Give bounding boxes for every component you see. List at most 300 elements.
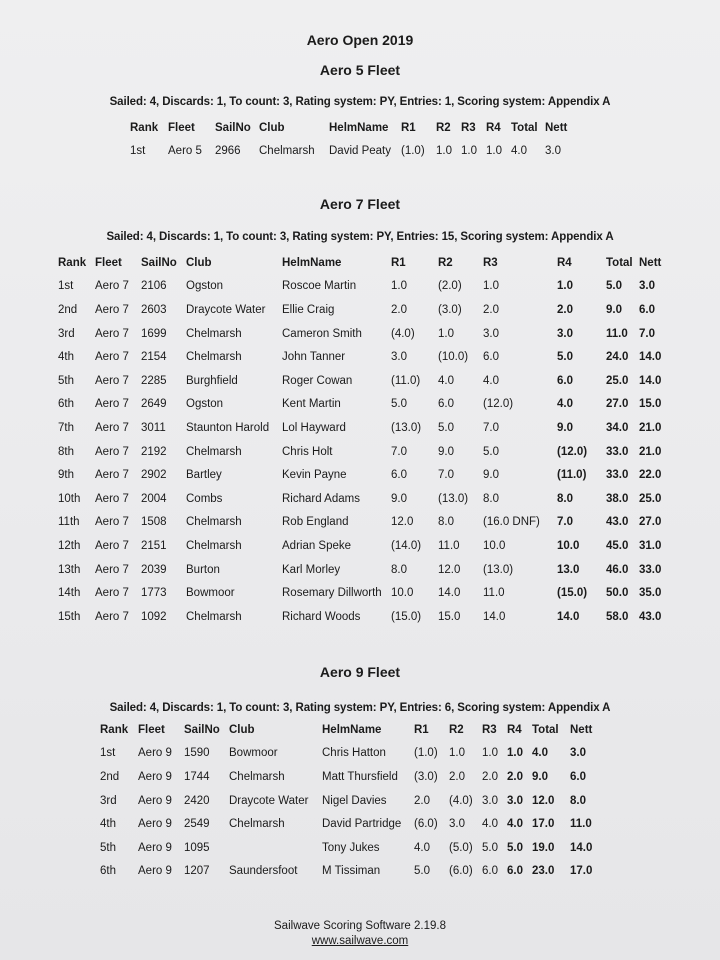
cell-r3: 1.0 bbox=[482, 747, 498, 760]
cell-rank: 14th bbox=[58, 587, 81, 600]
cell-r3: 5.0 bbox=[482, 841, 498, 854]
cell-r3: 1.0 bbox=[461, 145, 477, 158]
cell-helmname: Richard Woods bbox=[282, 610, 361, 623]
cell-r2: 1.0 bbox=[449, 747, 465, 760]
cell-rank: 1st bbox=[130, 145, 146, 158]
cell-r4: 5.0 bbox=[557, 351, 573, 364]
cell-sailno: 2154 bbox=[141, 351, 167, 364]
cell-sailno: 1590 bbox=[184, 747, 210, 760]
cell-r4: 14.0 bbox=[557, 610, 580, 623]
cell-fleet: Aero 9 bbox=[138, 794, 172, 807]
cell-r1: 6.0 bbox=[391, 469, 407, 482]
cell-sailno: 1773 bbox=[141, 587, 167, 600]
cell-total: 34.0 bbox=[606, 421, 629, 434]
cell-r3: 3.0 bbox=[482, 794, 498, 807]
cell-fleet: Aero 9 bbox=[138, 818, 172, 831]
cell-r3: 2.0 bbox=[483, 303, 499, 316]
cell-sailno: 1699 bbox=[141, 327, 167, 340]
column-header-sailno: SailNo bbox=[184, 723, 220, 736]
cell-r4: 6.0 bbox=[557, 374, 573, 387]
cell-total: 9.0 bbox=[606, 303, 622, 316]
cell-r4: 8.0 bbox=[557, 492, 573, 505]
cell-nett: 43.0 bbox=[639, 610, 662, 623]
cell-sailno: 2192 bbox=[141, 445, 167, 458]
column-header-fleet: Fleet bbox=[168, 121, 195, 134]
cell-helmname: Rosemary Dillworth bbox=[282, 587, 382, 600]
column-header-total: Total bbox=[532, 723, 559, 736]
cell-fleet: Aero 7 bbox=[95, 351, 129, 364]
cell-total: 11.0 bbox=[606, 327, 628, 340]
cell-total: 27.0 bbox=[606, 398, 629, 411]
cell-r3: 2.0 bbox=[482, 770, 498, 783]
cell-r2: (10.0) bbox=[438, 351, 469, 364]
cell-rank: 12th bbox=[58, 539, 81, 552]
cell-r1: (6.0) bbox=[414, 818, 438, 831]
cell-helmname: Roscoe Martin bbox=[282, 280, 357, 293]
cell-nett: 14.0 bbox=[639, 351, 662, 364]
cell-club: Bowmoor bbox=[229, 747, 278, 760]
cell-r1: 10.0 bbox=[391, 587, 414, 600]
cell-total: 50.0 bbox=[606, 587, 629, 600]
cell-helmname: Matt Thursfield bbox=[322, 770, 398, 783]
cell-sailno: 2603 bbox=[141, 303, 167, 316]
table-row bbox=[58, 581, 679, 605]
cell-club: Chelmarsh bbox=[186, 539, 242, 552]
column-header-r1: R1 bbox=[391, 256, 406, 269]
table-row bbox=[58, 275, 679, 299]
cell-r4: 5.0 bbox=[507, 841, 523, 854]
table-row bbox=[58, 605, 679, 629]
cell-total: 17.0 bbox=[532, 818, 555, 831]
column-header-r4: R4 bbox=[507, 723, 522, 736]
cell-rank: 1st bbox=[100, 747, 116, 760]
cell-fleet: Aero 7 bbox=[95, 303, 129, 316]
cell-r1: (14.0) bbox=[391, 539, 422, 552]
cell-club: Chelmarsh bbox=[186, 327, 242, 340]
cell-r4: 6.0 bbox=[507, 865, 523, 878]
table-row bbox=[100, 765, 604, 789]
cell-r1: 3.0 bbox=[391, 351, 407, 364]
cell-total: 12.0 bbox=[532, 794, 555, 807]
cell-club: Chelmarsh bbox=[186, 610, 242, 623]
cell-r3: 6.0 bbox=[482, 865, 498, 878]
cell-r3: 8.0 bbox=[483, 492, 499, 505]
cell-sailno: 2420 bbox=[184, 794, 210, 807]
cell-r2: 2.0 bbox=[449, 770, 465, 783]
cell-rank: 11th bbox=[58, 516, 80, 529]
footer-software: Sailwave Scoring Software 2.19.8 bbox=[274, 920, 446, 932]
cell-r4: (11.0) bbox=[557, 469, 587, 482]
cell-r2: 7.0 bbox=[438, 469, 454, 482]
cell-club: Chelmarsh bbox=[186, 351, 242, 364]
cell-r4: 1.0 bbox=[557, 280, 573, 293]
cell-r3: 9.0 bbox=[483, 469, 499, 482]
cell-fleet: Aero 7 bbox=[95, 469, 129, 482]
cell-fleet: Aero 7 bbox=[95, 563, 129, 576]
cell-r1: 7.0 bbox=[391, 445, 407, 458]
column-header-r3: R3 bbox=[461, 121, 476, 134]
cell-r2: 12.0 bbox=[438, 563, 461, 576]
cell-r4: 2.0 bbox=[557, 303, 573, 316]
cell-rank: 6th bbox=[100, 865, 116, 878]
table-row bbox=[58, 534, 679, 558]
cell-nett: 35.0 bbox=[639, 587, 662, 600]
cell-rank: 4th bbox=[58, 351, 74, 364]
cell-fleet: Aero 5 bbox=[168, 145, 202, 158]
column-header-r1: R1 bbox=[401, 121, 416, 134]
cell-r4: 13.0 bbox=[557, 563, 580, 576]
column-header-r3: R3 bbox=[483, 256, 498, 269]
table-row bbox=[130, 140, 577, 164]
cell-r1: 2.0 bbox=[391, 303, 407, 316]
table-row bbox=[100, 836, 604, 860]
cell-fleet: Aero 7 bbox=[95, 492, 129, 505]
cell-sailno: 2285 bbox=[141, 374, 167, 387]
cell-r1: 9.0 bbox=[391, 492, 407, 505]
cell-total: 33.0 bbox=[606, 445, 629, 458]
column-header-helmname: HelmName bbox=[322, 723, 382, 736]
cell-sailno: 1095 bbox=[184, 841, 210, 854]
cell-r3: 4.0 bbox=[482, 818, 498, 831]
column-header-club: Club bbox=[229, 723, 255, 736]
cell-rank: 10th bbox=[58, 492, 81, 505]
table-row bbox=[58, 558, 679, 582]
column-header-helmname: HelmName bbox=[329, 121, 389, 134]
cell-nett: 14.0 bbox=[639, 374, 662, 387]
cell-total: 19.0 bbox=[532, 841, 555, 854]
fleet9-results-table bbox=[100, 718, 604, 883]
table-header-row bbox=[58, 251, 679, 275]
footer-website[interactable] bbox=[0, 935, 720, 947]
cell-sailno: 2106 bbox=[141, 280, 167, 293]
cell-r4: 9.0 bbox=[557, 421, 573, 434]
cell-helmname: David Peaty bbox=[329, 145, 392, 158]
cell-r1: 5.0 bbox=[414, 865, 430, 878]
cell-helmname: Adrian Speke bbox=[282, 539, 352, 552]
cell-club: Bartley bbox=[186, 469, 222, 482]
cell-r3: (13.0) bbox=[483, 563, 514, 576]
cell-r1: (1.0) bbox=[414, 747, 438, 760]
cell-sailno: 2966 bbox=[215, 145, 241, 158]
cell-r2: (5.0) bbox=[449, 841, 473, 854]
cell-rank: 7th bbox=[58, 421, 74, 434]
cell-r1: 5.0 bbox=[391, 398, 407, 411]
cell-club: Chelmarsh bbox=[186, 516, 242, 529]
cell-nett: 25.0 bbox=[639, 492, 662, 505]
cell-r2: (2.0) bbox=[438, 280, 462, 293]
cell-club: Chelmarsh bbox=[186, 445, 242, 458]
cell-r2: 4.0 bbox=[438, 374, 454, 387]
cell-nett: 33.0 bbox=[639, 563, 662, 576]
cell-nett: 21.0 bbox=[639, 421, 662, 434]
cell-r4: 3.0 bbox=[557, 327, 573, 340]
cell-fleet: Aero 7 bbox=[95, 280, 129, 293]
cell-nett: 7.0 bbox=[639, 327, 655, 340]
cell-fleet: Aero 7 bbox=[95, 374, 129, 387]
table-header-row bbox=[100, 718, 604, 742]
cell-r1: (15.0) bbox=[391, 610, 422, 623]
cell-r2: 11.0 bbox=[438, 539, 460, 552]
cell-r4: 3.0 bbox=[507, 794, 523, 807]
cell-r2: 5.0 bbox=[438, 421, 454, 434]
cell-helmname: Tony Jukes bbox=[322, 841, 380, 854]
cell-r4: 4.0 bbox=[507, 818, 523, 831]
cell-sailno: 1744 bbox=[184, 770, 210, 783]
cell-r3: (12.0) bbox=[483, 398, 514, 411]
cell-r3: 3.0 bbox=[483, 327, 499, 340]
cell-r4: 1.0 bbox=[507, 747, 523, 760]
cell-r1: 4.0 bbox=[414, 841, 430, 854]
cell-nett: 22.0 bbox=[639, 469, 662, 482]
cell-sailno: 2902 bbox=[141, 469, 167, 482]
cell-helmname: Cameron Smith bbox=[282, 327, 362, 340]
column-header-sailno: SailNo bbox=[215, 121, 251, 134]
cell-nett: 3.0 bbox=[545, 145, 561, 158]
cell-total: 33.0 bbox=[606, 469, 629, 482]
cell-rank: 3rd bbox=[100, 794, 117, 807]
cell-r2: (6.0) bbox=[449, 865, 473, 878]
table-row bbox=[100, 789, 604, 813]
fleet5-results-table bbox=[130, 116, 577, 163]
cell-nett: 6.0 bbox=[639, 303, 655, 316]
cell-r2: 3.0 bbox=[449, 818, 465, 831]
cell-fleet: Aero 7 bbox=[95, 587, 129, 600]
cell-fleet: Aero 7 bbox=[95, 421, 129, 434]
cell-fleet: Aero 7 bbox=[95, 539, 129, 552]
cell-total: 4.0 bbox=[511, 145, 527, 158]
cell-rank: 3rd bbox=[58, 327, 75, 340]
cell-total: 9.0 bbox=[532, 770, 548, 783]
cell-r4: 4.0 bbox=[557, 398, 573, 411]
cell-r2: 14.0 bbox=[438, 587, 461, 600]
cell-r3: 4.0 bbox=[483, 374, 499, 387]
cell-nett: 15.0 bbox=[639, 398, 662, 411]
cell-r4: 1.0 bbox=[486, 145, 502, 158]
cell-r1: 8.0 bbox=[391, 563, 407, 576]
column-header-club: Club bbox=[186, 256, 212, 269]
cell-r3: 10.0 bbox=[483, 539, 506, 552]
cell-rank: 9th bbox=[58, 469, 74, 482]
cell-helmname: Nigel Davies bbox=[322, 794, 387, 807]
cell-r2: (13.0) bbox=[438, 492, 469, 505]
cell-rank: 6th bbox=[58, 398, 74, 411]
cell-r2: (3.0) bbox=[438, 303, 462, 316]
cell-total: 4.0 bbox=[532, 747, 548, 760]
cell-r1: 1.0 bbox=[391, 280, 407, 293]
cell-total: 58.0 bbox=[606, 610, 629, 623]
cell-r2: 6.0 bbox=[438, 398, 454, 411]
cell-rank: 4th bbox=[100, 818, 116, 831]
cell-r4: 10.0 bbox=[557, 539, 580, 552]
cell-total: 43.0 bbox=[606, 516, 629, 529]
cell-helmname: M Tissiman bbox=[322, 865, 381, 878]
fleet7-results-table bbox=[58, 251, 679, 629]
column-header-club: Club bbox=[259, 121, 285, 134]
cell-r3: 14.0 bbox=[483, 610, 506, 623]
cell-sailno: 1207 bbox=[184, 865, 210, 878]
cell-r1: (13.0) bbox=[391, 421, 422, 434]
cell-r2: (4.0) bbox=[449, 794, 473, 807]
cell-r3: 6.0 bbox=[483, 351, 499, 364]
cell-nett: 6.0 bbox=[570, 770, 586, 783]
cell-sailno: 2039 bbox=[141, 563, 167, 576]
cell-r3: 1.0 bbox=[483, 280, 499, 293]
column-header-nett: Nett bbox=[570, 723, 593, 736]
cell-r3: (16.0 DNF) bbox=[483, 516, 540, 529]
table-row bbox=[58, 440, 679, 464]
cell-fleet: Aero 9 bbox=[138, 865, 172, 878]
cell-r2: 8.0 bbox=[438, 516, 454, 529]
column-header-rank: Rank bbox=[100, 723, 129, 736]
fleet7-title: Aero 7 Fleet bbox=[319, 196, 401, 212]
cell-r4: (12.0) bbox=[557, 445, 588, 458]
cell-club: Staunton Harold bbox=[186, 421, 270, 434]
cell-rank: 15th bbox=[58, 610, 81, 623]
cell-fleet: Aero 7 bbox=[95, 327, 129, 340]
column-header-r2: R2 bbox=[449, 723, 464, 736]
cell-r3: 7.0 bbox=[483, 421, 499, 434]
cell-fleet: Aero 7 bbox=[95, 398, 129, 411]
cell-club: Bowmoor bbox=[186, 587, 235, 600]
column-header-total: Total bbox=[606, 256, 633, 269]
cell-nett: 27.0 bbox=[639, 516, 662, 529]
cell-fleet: Aero 9 bbox=[138, 770, 172, 783]
column-header-sailno: SailNo bbox=[141, 256, 177, 269]
cell-nett: 8.0 bbox=[570, 794, 586, 807]
cell-fleet: Aero 7 bbox=[95, 445, 129, 458]
cell-rank: 5th bbox=[58, 374, 74, 387]
cell-nett: 11.0 bbox=[570, 818, 592, 831]
cell-club: Burton bbox=[186, 563, 220, 576]
cell-r2: 1.0 bbox=[438, 327, 454, 340]
cell-helmname: Kevin Payne bbox=[282, 469, 347, 482]
cell-r4: 2.0 bbox=[507, 770, 523, 783]
cell-r1: (11.0) bbox=[391, 374, 421, 387]
fleet5-title: Aero 5 Fleet bbox=[319, 62, 401, 78]
table-row bbox=[58, 322, 679, 346]
cell-club: Draycote Water bbox=[229, 794, 309, 807]
cell-sailno: 1508 bbox=[141, 516, 167, 529]
cell-total: 38.0 bbox=[606, 492, 629, 505]
cell-r1: 12.0 bbox=[391, 516, 414, 529]
cell-nett: 17.0 bbox=[570, 865, 593, 878]
cell-helmname: Rob England bbox=[282, 516, 349, 529]
cell-r4: (15.0) bbox=[557, 587, 588, 600]
cell-total: 24.0 bbox=[606, 351, 629, 364]
table-row bbox=[58, 345, 679, 369]
cell-total: 46.0 bbox=[606, 563, 629, 576]
table-row bbox=[58, 487, 679, 511]
fleet9-title: Aero 9 Fleet bbox=[319, 664, 401, 680]
column-header-fleet: Fleet bbox=[138, 723, 165, 736]
column-header-r4: R4 bbox=[486, 121, 501, 134]
fleet9-summary: Sailed: 4, Discards: 1, To count: 3, Rating system: PY, Entries: 6, Scoring system: Appendix A bbox=[109, 702, 611, 714]
cell-helmname: Kent Martin bbox=[282, 398, 341, 411]
cell-helmname: Lol Hayward bbox=[282, 421, 346, 434]
table-row bbox=[58, 416, 679, 440]
cell-r4: 7.0 bbox=[557, 516, 573, 529]
cell-sailno: 2649 bbox=[141, 398, 167, 411]
cell-club: Chelmarsh bbox=[229, 770, 285, 783]
cell-sailno: 1092 bbox=[141, 610, 167, 623]
column-header-r4: R4 bbox=[557, 256, 572, 269]
cell-helmname: Richard Adams bbox=[282, 492, 360, 505]
table-row bbox=[100, 742, 604, 766]
cell-r2: 9.0 bbox=[438, 445, 454, 458]
cell-fleet: Aero 9 bbox=[138, 841, 172, 854]
cell-helmname: John Tanner bbox=[282, 351, 346, 364]
cell-r2: 15.0 bbox=[438, 610, 461, 623]
cell-club: Ogston bbox=[186, 280, 224, 293]
cell-rank: 2nd bbox=[58, 303, 78, 316]
cell-nett: 3.0 bbox=[570, 747, 586, 760]
fleet5-summary: Sailed: 4, Discards: 1, To count: 3, Rating system: PY, Entries: 1, Scoring system: Appendix A bbox=[109, 96, 611, 108]
cell-total: 25.0 bbox=[606, 374, 629, 387]
cell-r1: (4.0) bbox=[391, 327, 415, 340]
cell-r3: 11.0 bbox=[483, 587, 505, 600]
cell-club: Saundersfoot bbox=[229, 865, 298, 878]
cell-rank: 13th bbox=[58, 563, 81, 576]
cell-club bbox=[229, 836, 322, 860]
table-header-row bbox=[130, 116, 577, 140]
column-header-r2: R2 bbox=[438, 256, 453, 269]
cell-r3: 5.0 bbox=[483, 445, 499, 458]
table-row bbox=[58, 393, 679, 417]
cell-total: 45.0 bbox=[606, 539, 629, 552]
table-row bbox=[58, 298, 679, 322]
cell-sailno: 2151 bbox=[141, 539, 167, 552]
website-link[interactable]: www.sailwave.com bbox=[311, 935, 409, 947]
cell-fleet: Aero 7 bbox=[95, 610, 129, 623]
cell-fleet: Aero 7 bbox=[95, 516, 129, 529]
cell-helmname: Chris Holt bbox=[282, 445, 333, 458]
cell-nett: 3.0 bbox=[639, 280, 655, 293]
table-row bbox=[100, 860, 604, 884]
cell-helmname: Chris Hatton bbox=[322, 747, 386, 760]
cell-fleet: Aero 9 bbox=[138, 747, 172, 760]
cell-r1: (1.0) bbox=[401, 145, 425, 158]
column-header-nett: Nett bbox=[639, 256, 662, 269]
cell-sailno: 2004 bbox=[141, 492, 167, 505]
cell-club: Draycote Water bbox=[186, 303, 266, 316]
cell-club: Burghfield bbox=[186, 374, 238, 387]
cell-total: 23.0 bbox=[532, 865, 555, 878]
cell-nett: 31.0 bbox=[639, 539, 662, 552]
table-row bbox=[58, 463, 679, 487]
cell-nett: 21.0 bbox=[639, 445, 662, 458]
column-header-rank: Rank bbox=[58, 256, 87, 269]
cell-sailno: 3011 bbox=[141, 421, 166, 434]
cell-helmname: Roger Cowan bbox=[282, 374, 353, 387]
cell-club: Ogston bbox=[186, 398, 224, 411]
fleet7-summary: Sailed: 4, Discards: 1, To count: 3, Rating system: PY, Entries: 15, Scoring system: Appendix A bbox=[106, 231, 614, 243]
cell-rank: 8th bbox=[58, 445, 74, 458]
cell-rank: 1st bbox=[58, 280, 74, 293]
column-header-rank: Rank bbox=[130, 121, 159, 134]
cell-rank: 5th bbox=[100, 841, 116, 854]
cell-total: 5.0 bbox=[606, 280, 622, 293]
cell-r1: 2.0 bbox=[414, 794, 430, 807]
event-title: Aero Open 2019 bbox=[306, 32, 414, 48]
column-header-r1: R1 bbox=[414, 723, 429, 736]
column-header-r2: R2 bbox=[436, 121, 451, 134]
cell-helmname: Ellie Craig bbox=[282, 303, 335, 316]
cell-club: Chelmarsh bbox=[229, 818, 285, 831]
cell-helmname: David Partridge bbox=[322, 818, 402, 831]
cell-nett: 14.0 bbox=[570, 841, 593, 854]
table-row bbox=[100, 812, 604, 836]
table-row bbox=[58, 369, 679, 393]
